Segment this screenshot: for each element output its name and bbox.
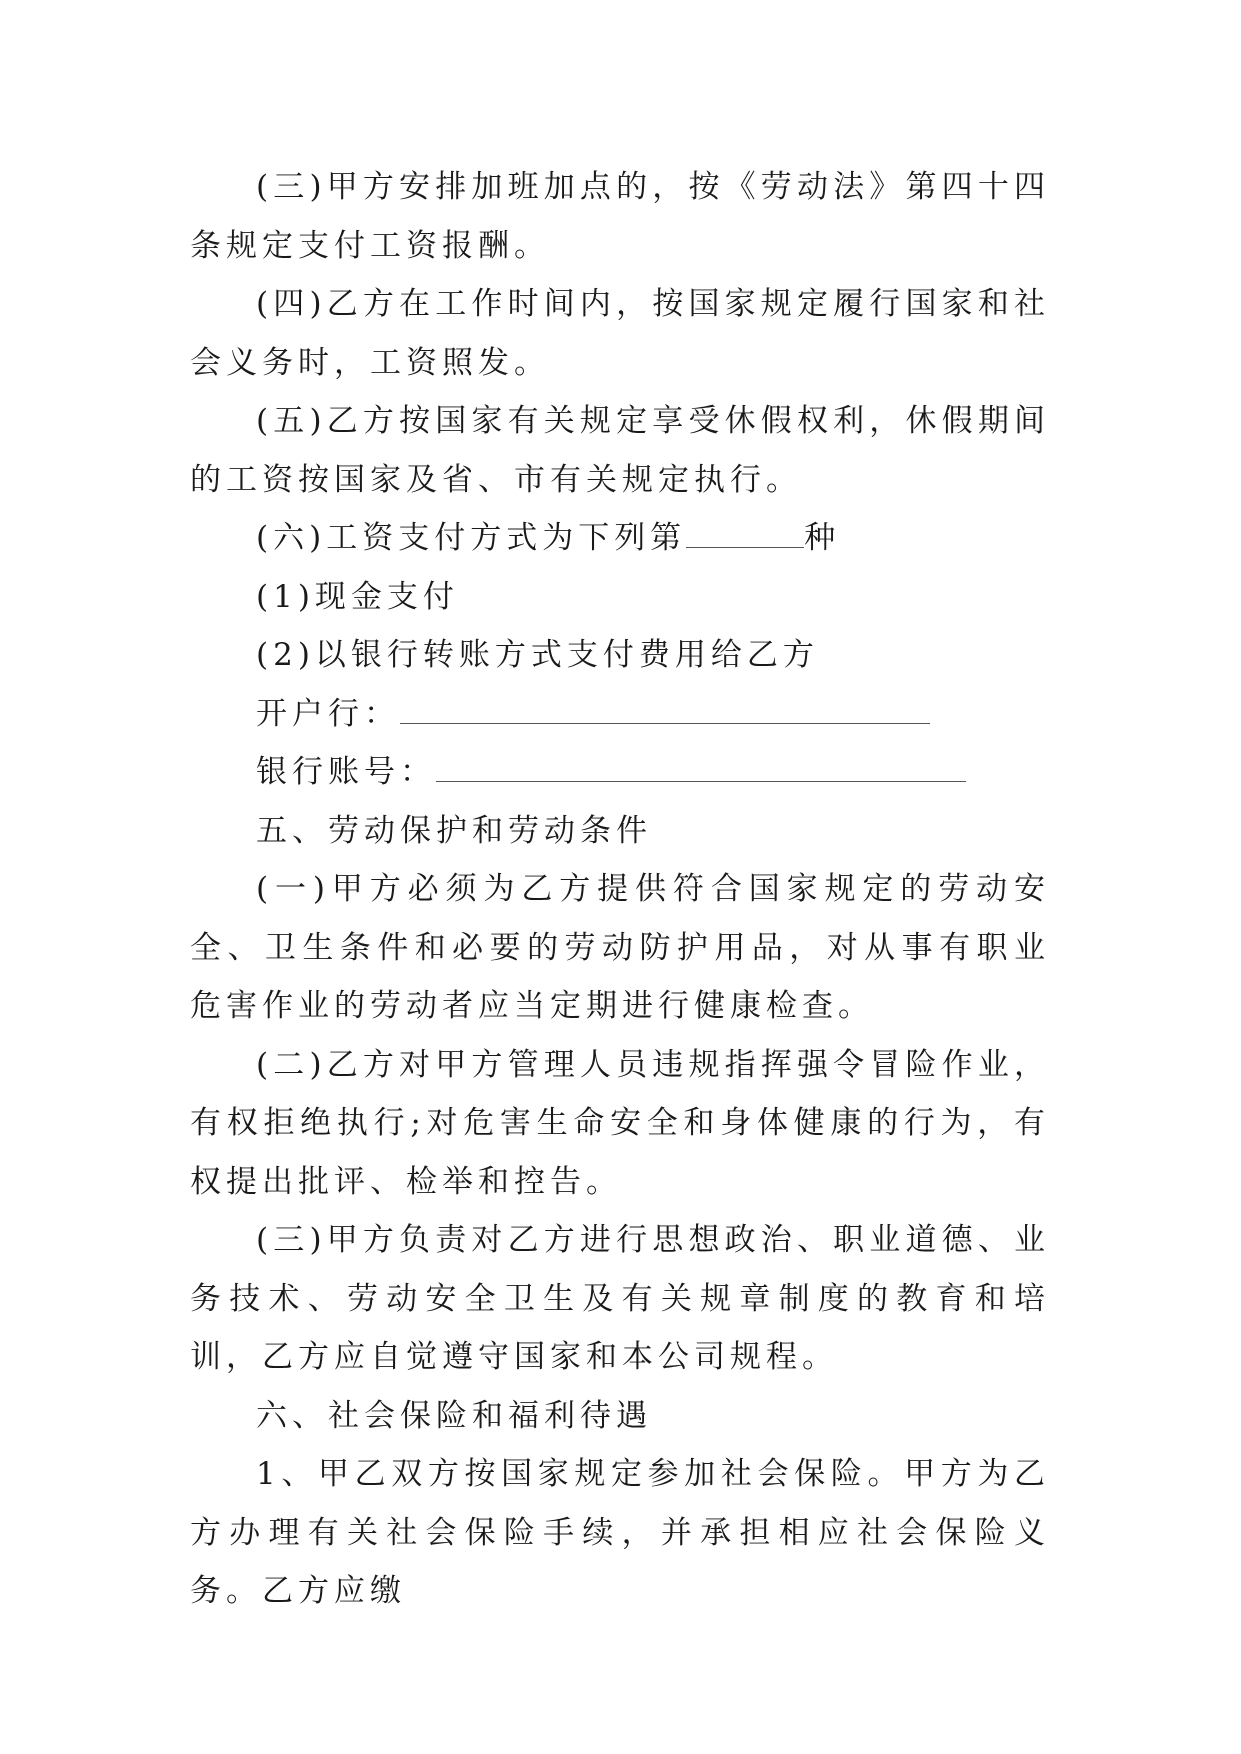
document-body	[190, 158, 1050, 1621]
bank-name-label: 开户行：	[256, 695, 400, 732]
payment-method-suffix: 种	[804, 520, 841, 556]
payment-method-text: (六)工资支付方式为下列第	[256, 520, 687, 556]
bank-account-field	[190, 743, 1050, 802]
clause-overtime-pay: (三)甲方安排加班加点的，按《劳动法》第四十四条规定支付工资报酬。	[190, 169, 1050, 264]
option-cash-payment: (1)现金支付	[256, 578, 459, 615]
clause-civic-duty-pay: (四)乙方在工作时间内，按国家规定履行国家和社会义务时，工资照发。	[190, 286, 1050, 381]
bank-name-field	[190, 685, 1050, 744]
section-heading-labor-protection: 五、劳动保护和劳动条件	[256, 812, 652, 849]
clause-payment-method	[190, 509, 1050, 568]
option-bank-transfer: (2)以银行转账方式支付费用给乙方	[256, 637, 819, 673]
clause-refuse-unsafe-orders: (二)乙方对甲方管理人员违规指挥强令冒险作业，有权拒绝执行;对危害生命安全和身体健康的行为，有权提出批评、检举和控告。	[190, 1046, 1050, 1200]
section-heading-social-insurance: 六、社会保险和福利待遇	[256, 1397, 652, 1434]
clause-social-insurance: 1、甲乙双方按国家规定参加社会保险。甲方为乙方办理有关社会保险手续，并承担相应社会保险义务。乙方应缴	[190, 1456, 1050, 1609]
clause-vacation-pay: (五)乙方按国家有关规定享受休假权利，休假期间的工资按国家及省、市有关规定执行。	[190, 403, 1050, 498]
clause-safety-conditions: (一)甲方必须为乙方提供符合国家规定的劳动安全、卫生条件和必要的劳动防护用品，对从事有职业危害作业的劳动者应当定期进行健康检查。	[190, 871, 1050, 1024]
clause-training: (三)甲方负责对乙方进行思想政治、职业道德、业务技术、劳动安全卫生及有关规章制度的教育和培训，乙方应自觉遵守国家和本公司规程。	[190, 1222, 1050, 1375]
payment-method-blank[interactable]	[686, 517, 804, 548]
bank-account-label: 银行账号：	[256, 754, 436, 790]
bank-account-blank[interactable]	[436, 751, 966, 782]
bank-name-blank[interactable]	[400, 693, 930, 724]
